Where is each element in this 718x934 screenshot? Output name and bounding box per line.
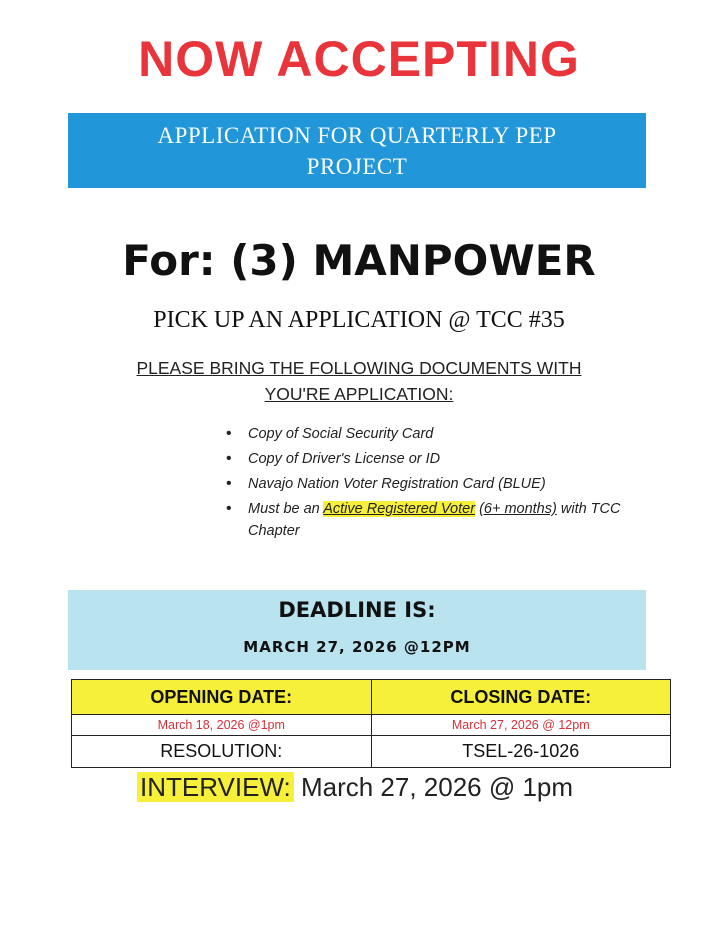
application-banner bbox=[68, 113, 646, 188]
opening-date-label: OPENING DATE: bbox=[72, 680, 372, 715]
banner-line-1: APPLICATION FOR QUARTERLY PEP bbox=[157, 123, 557, 148]
active-voter-highlight: Active Registered Voter bbox=[323, 501, 476, 517]
table-row bbox=[72, 736, 671, 768]
interview-line bbox=[137, 772, 573, 803]
bring-line-2: YOU'RE APPLICATION: bbox=[264, 384, 454, 404]
banner-line-2: PROJECT bbox=[306, 154, 408, 179]
deadline-box bbox=[68, 590, 646, 670]
deadline-title: DEADLINE IS: bbox=[278, 598, 436, 622]
list-item: • Copy of Social Security Card bbox=[224, 423, 644, 445]
manpower-heading: For: (3) MANPOWER bbox=[122, 236, 596, 285]
table-row bbox=[72, 680, 671, 715]
list-item: • Navajo Nation Voter Registration Card (BLUE) bbox=[224, 473, 644, 495]
deadline-date: MARCH 27, 2026 @12PM bbox=[243, 638, 471, 656]
voter-prefix: Must be an bbox=[248, 501, 324, 517]
dates-table bbox=[71, 679, 671, 768]
list-item-voter bbox=[224, 498, 644, 542]
bring-documents-heading bbox=[100, 355, 618, 407]
resolution-label: RESOLUTION: bbox=[72, 736, 372, 768]
documents-list bbox=[224, 423, 644, 545]
table-row bbox=[72, 715, 671, 736]
closing-date-label: CLOSING DATE: bbox=[371, 680, 671, 715]
opening-date-value: March 18, 2026 @1pm bbox=[72, 715, 372, 736]
pickup-instruction: PICK UP AN APPLICATION @ TCC #35 bbox=[153, 307, 565, 333]
closing-date-value: March 27, 2026 @ 12pm bbox=[371, 715, 671, 736]
list-item: • Copy of Driver's License or ID bbox=[224, 448, 644, 470]
voter-duration: (6+ months) bbox=[479, 501, 557, 517]
headline: NOW ACCEPTING bbox=[138, 31, 580, 87]
interview-label: INTERVIEW: bbox=[137, 772, 294, 802]
voter-suffix: with TCC Chapter bbox=[248, 501, 621, 539]
bring-line-1: PLEASE BRING THE FOLLOWING DOCUMENTS WITH bbox=[136, 358, 582, 378]
resolution-value: TSEL-26-1026 bbox=[371, 736, 671, 768]
interview-date: March 27, 2026 @ 1pm bbox=[293, 772, 574, 802]
